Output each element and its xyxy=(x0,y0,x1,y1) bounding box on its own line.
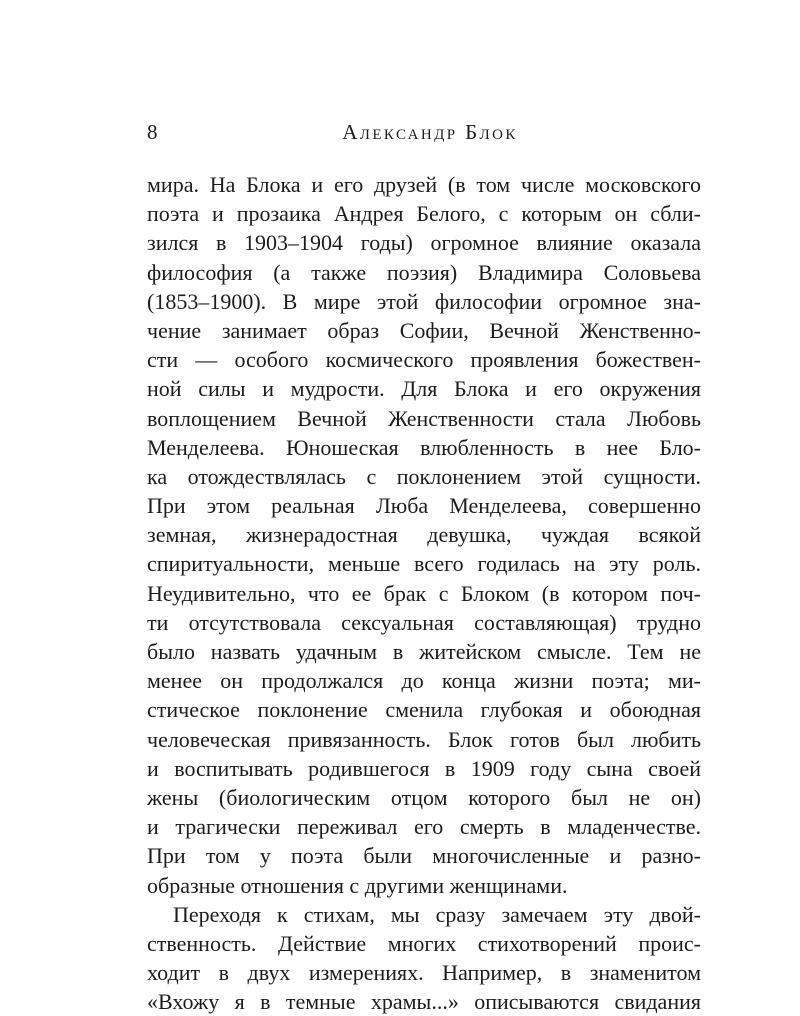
text-line: философия (а также поэзия) Владимира Соловьева xyxy=(147,259,701,285)
paragraph-2 xyxy=(147,900,701,1016)
text-line: человеческая привязанность. Блок готов был любить xyxy=(147,726,701,752)
text-line: чение занимает образ Софии, Вечной Женственно- xyxy=(147,317,701,343)
text-line: и трагически переживал его смерть в младенчестве. xyxy=(147,814,701,840)
text-line: Менделеева. Юношеская влюбленность в нее Бло- xyxy=(147,434,701,460)
text-line: Переходя к стихам, мы сразу замечаем эту двой- xyxy=(173,901,701,927)
running-title: Александр Блок xyxy=(342,120,518,144)
body-text xyxy=(147,170,701,1016)
text-line: поэта и прозаика Андрея Белого, с которым он сбли- xyxy=(147,201,701,227)
text-line: ственность. Действие многих стихотворений проис- xyxy=(147,930,701,956)
text-line: ти отсутствовала сексуальная составляющая) трудно xyxy=(147,609,701,635)
text-line: спиритуальности, меньше всего годилась на эту роль. xyxy=(147,551,701,577)
page-number: 8 xyxy=(147,120,158,144)
text-line: сти — особого космического проявления божествен- xyxy=(147,347,701,373)
text-line: ной силы и мудрости. Для Блока и его окружения xyxy=(147,376,701,402)
text-line: земная, жизнерадостная девушка, чуждая всякой xyxy=(147,522,701,548)
text-line: образные отношения с другими женщинами. xyxy=(147,872,568,898)
text-line: Неудивительно, что ее брак с Блоком (в котором поч- xyxy=(147,580,701,606)
text-line: При этом реальная Люба Менделеева, совершенно xyxy=(147,493,701,519)
paragraph-1 xyxy=(147,170,701,900)
text-line: «Вхожу я в темные храмы...» описываются свидания xyxy=(147,989,701,1015)
text-line: менее он продолжался до конца жизни поэта; ми- xyxy=(147,668,701,694)
text-line: стическое поклонение сменила глубокая и обоюдная xyxy=(147,697,701,723)
text-line: воплощением Вечной Женственности стала Любовь xyxy=(147,405,701,431)
text-line: было назвать удачным в житейском смысле. Тем не xyxy=(147,639,701,664)
running-header xyxy=(147,117,701,147)
text-line: и воспитывать родившегося в 1909 году сына своей xyxy=(147,755,701,781)
text-line: ка отождествлялась с поклонением этой сущности. xyxy=(147,463,701,489)
text-line: При том у поэта были многочисленные и разно- xyxy=(147,843,701,869)
text-line: ходит в двух измерениях. Например, в знаменитом xyxy=(147,960,701,986)
text-line: (1853–1900). В мире этой философии огромное зна- xyxy=(147,288,701,314)
text-line: зился в 1903–1904 годы) огромное влияние оказала xyxy=(147,230,701,256)
text-line: жены (биологическим отцом которого был не он) xyxy=(147,784,701,810)
text-line: мира. На Блока и его друзей (в том числе московского xyxy=(147,172,701,197)
